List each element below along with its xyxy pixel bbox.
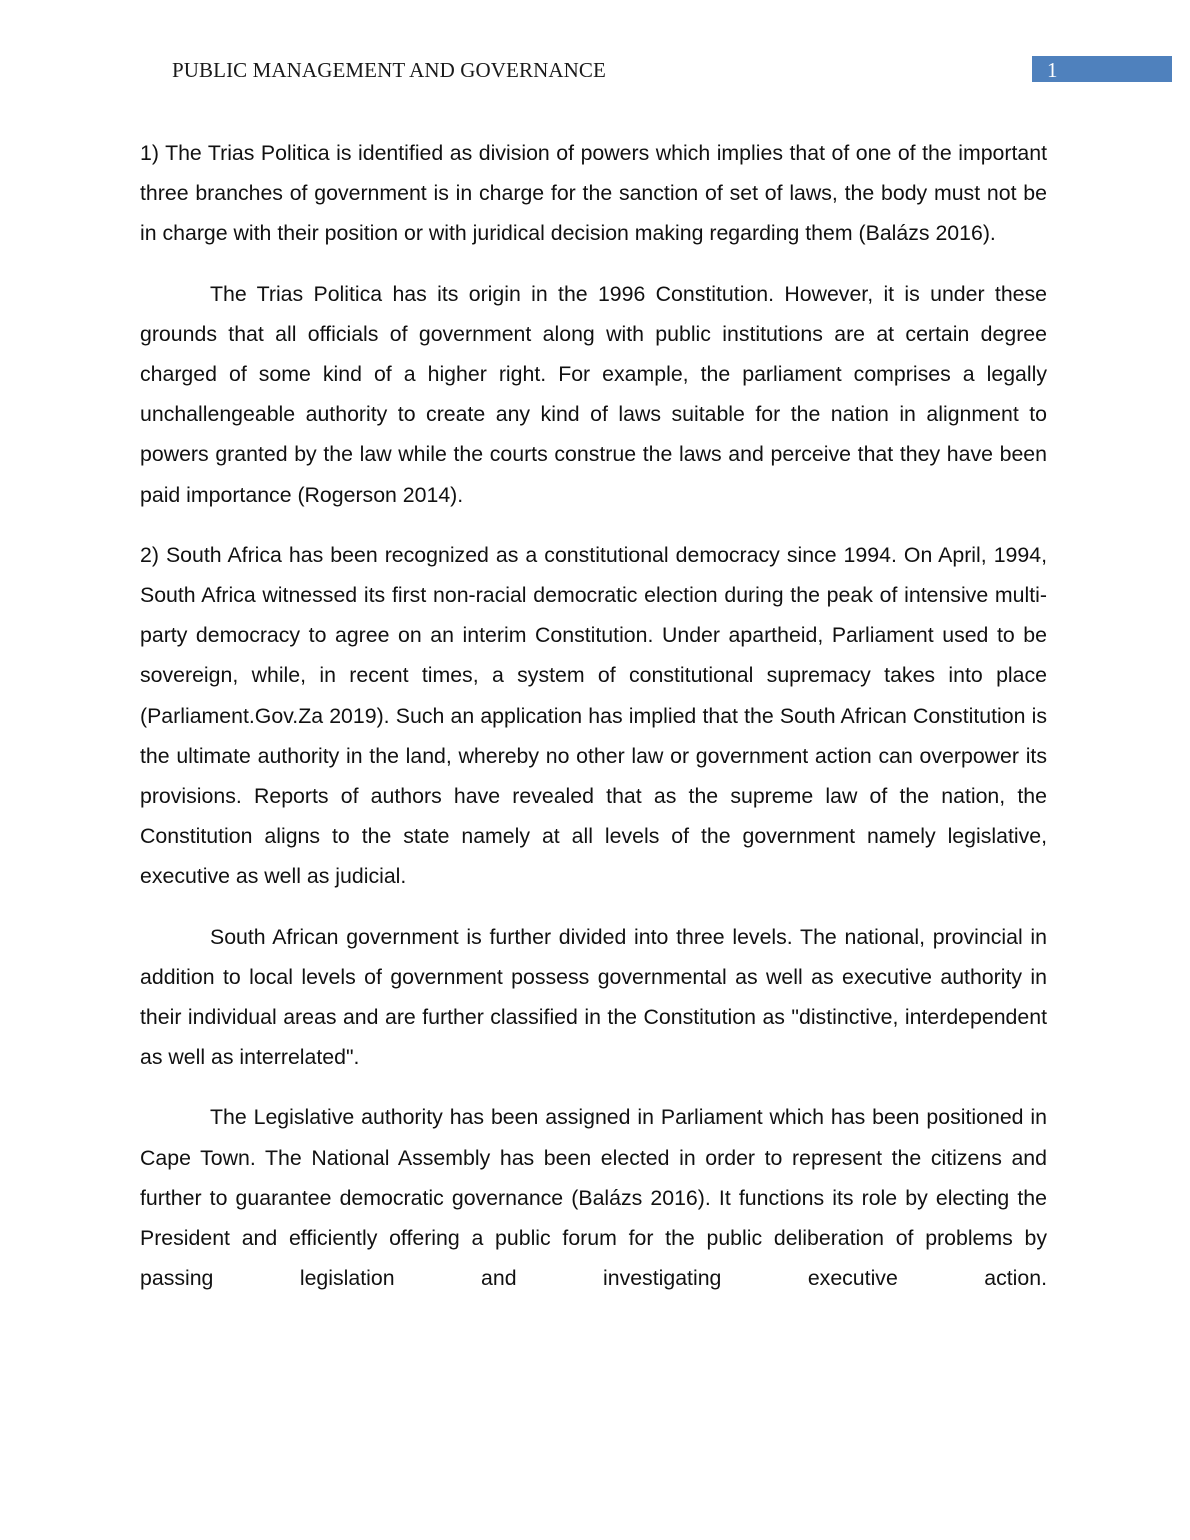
page-number: 1 xyxy=(1047,58,1058,82)
paragraph-government-levels: South African government is further divided into three levels. The national, provincial in addition to local levels of government possess governmental as well as executive authority in their individual areas and are further classified in the Constitution as "distinctive, interdependent as well as interrelated". xyxy=(140,924,1047,1070)
document-body xyxy=(140,133,1047,1318)
paragraph-legislative-authority: The Legislative authority has been assigned in Parliament which has been positioned in Cape Town. The National Assembly has been elected in order to represent the citizens and further to guarantee democratic governance (Balázs 2016). It functions its role by electing the President and efficiently offering a public forum for the public deliberation of problems by passing legislation and investigating executive action. xyxy=(140,1105,1047,1291)
page-header xyxy=(0,56,1190,84)
page-number-box xyxy=(1032,56,1172,82)
paragraph-constitutional-democracy: 2) South Africa has been recognized as a constitutional democracy since 1994. On April, 1994, South Africa witnessed its first non-racial democratic election during the peak of intensive multi-party democracy to agree on an interim Constitution. Under apartheid, Parliament used to be sovereign, while, in recent times, a system of constitutional supremacy takes into place (Parliament.Gov.Za 2019). Such an application has implied that the South African Constitution is the ultimate authority in the land, whereby no other law or government action can overpower its provisions. Reports of authors have revealed that as the supreme law of the nation, the Constitution aligns to the state namely at all levels of the government namely legislative, executive as well as judicial. xyxy=(140,542,1047,889)
paragraph-trias-politica-definition: 1) The Trias Politica is identified as division of powers which implies that of one of the important three branches of government is in charge for the sanction of set of laws, the body must not be in charge with their position or with juridical decision making regarding them (Balázs 2016). xyxy=(140,141,1047,246)
running-head: PUBLIC MANAGEMENT AND GOVERNANCE xyxy=(172,58,606,82)
paragraph-trias-politica-origin: The Trias Politica has its origin in the 1996 Constitution. However, it is under these grounds that all officials of government along with public institutions are at certain degree charged of some kind of a higher right. For example, the parliament comprises a legally unchallengeable authority to create any kind of laws suitable for the nation in alignment to powers granted by the law while the courts construe the laws and perceive that they have been paid importance (Rogerson 2014). xyxy=(140,281,1047,507)
